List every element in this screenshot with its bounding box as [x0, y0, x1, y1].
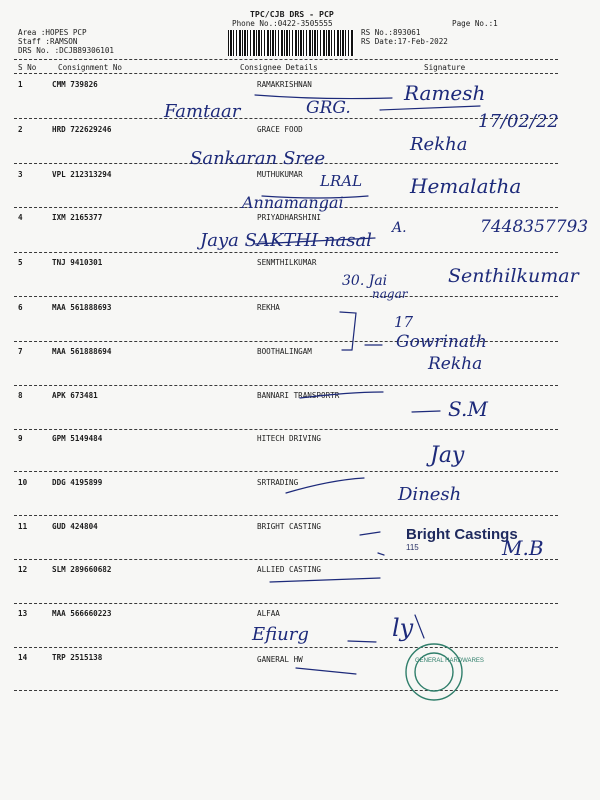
rs-number: RS No.:893061: [361, 28, 421, 37]
row-number: 8: [18, 391, 23, 400]
consignee-name: SRTRADING: [257, 478, 299, 487]
row-number: 9: [18, 434, 23, 443]
consignment-number: TNJ 9410301: [52, 258, 103, 267]
hw-r4-phone: 7448357793: [480, 217, 589, 237]
hw-r11-signature: M.B: [502, 536, 544, 560]
stamp-label: GENERAL HARDWARES: [415, 658, 484, 664]
consignee-name: ALLIED CASTING: [257, 565, 322, 574]
consignment-number: CMM 739826: [52, 80, 98, 89]
consignment-number: MAA 566660223: [52, 609, 112, 618]
rs-date: RS Date:17-Feb-2022: [361, 37, 448, 46]
drs-number: DRS No. :DCJB89306101: [18, 46, 115, 55]
consignment-number: HRD 722629246: [52, 125, 112, 134]
staff-label: Staff :RAMSON: [18, 37, 78, 46]
consignee-name: GRACE FOOD: [257, 125, 303, 134]
hw-r3-signature: Hemalatha: [410, 174, 522, 198]
consignee-name: SENMTHILKUMAR: [257, 258, 317, 267]
consignment-number: VPL 212313294: [52, 170, 112, 179]
consignment-number: SLM 289660682: [52, 565, 112, 574]
consignee-name: ALFAA: [257, 609, 280, 618]
hw-r6-7-signature-2: Rekha: [428, 354, 483, 374]
hw-r1-name: Famtaar: [164, 101, 241, 122]
hw-r5-note: 30. Jai: [342, 273, 388, 289]
consignee-name: BOOTHALINGAM: [257, 347, 312, 356]
consignee-name: PRIYADHARSHINI: [257, 213, 322, 222]
row-number: 6: [18, 303, 23, 312]
row-number: 12: [18, 565, 28, 574]
hw-r1-date: 17/02/22: [478, 111, 559, 132]
row-number: 11: [18, 522, 28, 531]
hw-r13-name: Efiurg: [252, 624, 309, 645]
row-number: 10: [18, 478, 28, 487]
row-number: 14: [18, 653, 28, 662]
hw-r13-signature: ly: [392, 614, 414, 642]
page-number: Page No.:1: [452, 19, 498, 28]
consignee-name: BRIGHT CASTING: [257, 522, 322, 531]
row-number: 3: [18, 170, 23, 179]
phone-number: Phone No.:0422-3505555: [232, 19, 333, 28]
hw-r1-grg: GRG.: [306, 98, 351, 118]
col-details-header: Consignee Details: [240, 63, 318, 72]
consignee-name: REKHA: [257, 303, 280, 312]
hw-r2-signature: Rekha: [410, 134, 468, 155]
hw-r6-7-count: 17: [394, 313, 414, 331]
hw-r3-address-line2: Annamangai: [242, 193, 344, 212]
hw-r4-name: Jaya SAKTHI nasal: [200, 230, 372, 251]
stamp-number: 115: [406, 543, 419, 552]
row-number: 4: [18, 213, 23, 222]
consignment-number: GUD 424804: [52, 522, 98, 531]
hw-r3-address: LRAL: [320, 172, 363, 190]
consignee-name: BANNARI TRANSPORTR: [257, 391, 340, 400]
row-number: 1: [18, 80, 23, 89]
consignment-number: APK 673481: [52, 391, 98, 400]
row-number: 2: [18, 125, 23, 134]
consignee-name: MUTHUKUMAR: [257, 170, 303, 179]
sheet-title: TPC/CJB DRS - PCP: [250, 9, 334, 19]
hw-r5-note-line2: nagar: [372, 287, 408, 301]
hw-r6-7-signature-1: Gowrinath: [396, 332, 487, 352]
area-label: Area :HOPES PCP: [18, 28, 87, 37]
hw-r8-signature: S.M: [448, 397, 488, 421]
consignee-name: RAMAKRISHNAN: [257, 80, 312, 89]
hw-r2-name: Sankaran Sree: [190, 148, 326, 169]
hw-r5-signature: Senthilkumar: [448, 265, 579, 287]
consignment-number: IXM 2165377: [52, 213, 103, 222]
row-number: 13: [18, 609, 28, 618]
consignee-name: GANERAL HW: [257, 655, 303, 664]
consignment-number: MAA 561888693: [52, 303, 112, 312]
hw-r4-signature: A.: [392, 220, 407, 236]
col-signature-header: Signature: [424, 63, 466, 72]
hw-r10-signature: Dinesh: [398, 484, 462, 505]
consignment-number: GPM 5149484: [52, 434, 103, 443]
col-sno-header: S No: [18, 63, 37, 72]
col-consignment-header: Consignment No: [58, 63, 123, 72]
row-number: 5: [18, 258, 23, 267]
consignee-name: HITECH DRIVING: [257, 434, 322, 443]
consignment-number: TRP 2515138: [52, 653, 103, 662]
hw-r1-signature: Ramesh: [404, 81, 486, 105]
consignment-number: MAA 561888694: [52, 347, 112, 356]
hw-r9-signature: Jay: [430, 443, 465, 468]
row-number: 7: [18, 347, 23, 356]
consignment-number: DDG 4195899: [52, 478, 103, 487]
stamp-company-name: Bright Castings: [406, 526, 518, 543]
